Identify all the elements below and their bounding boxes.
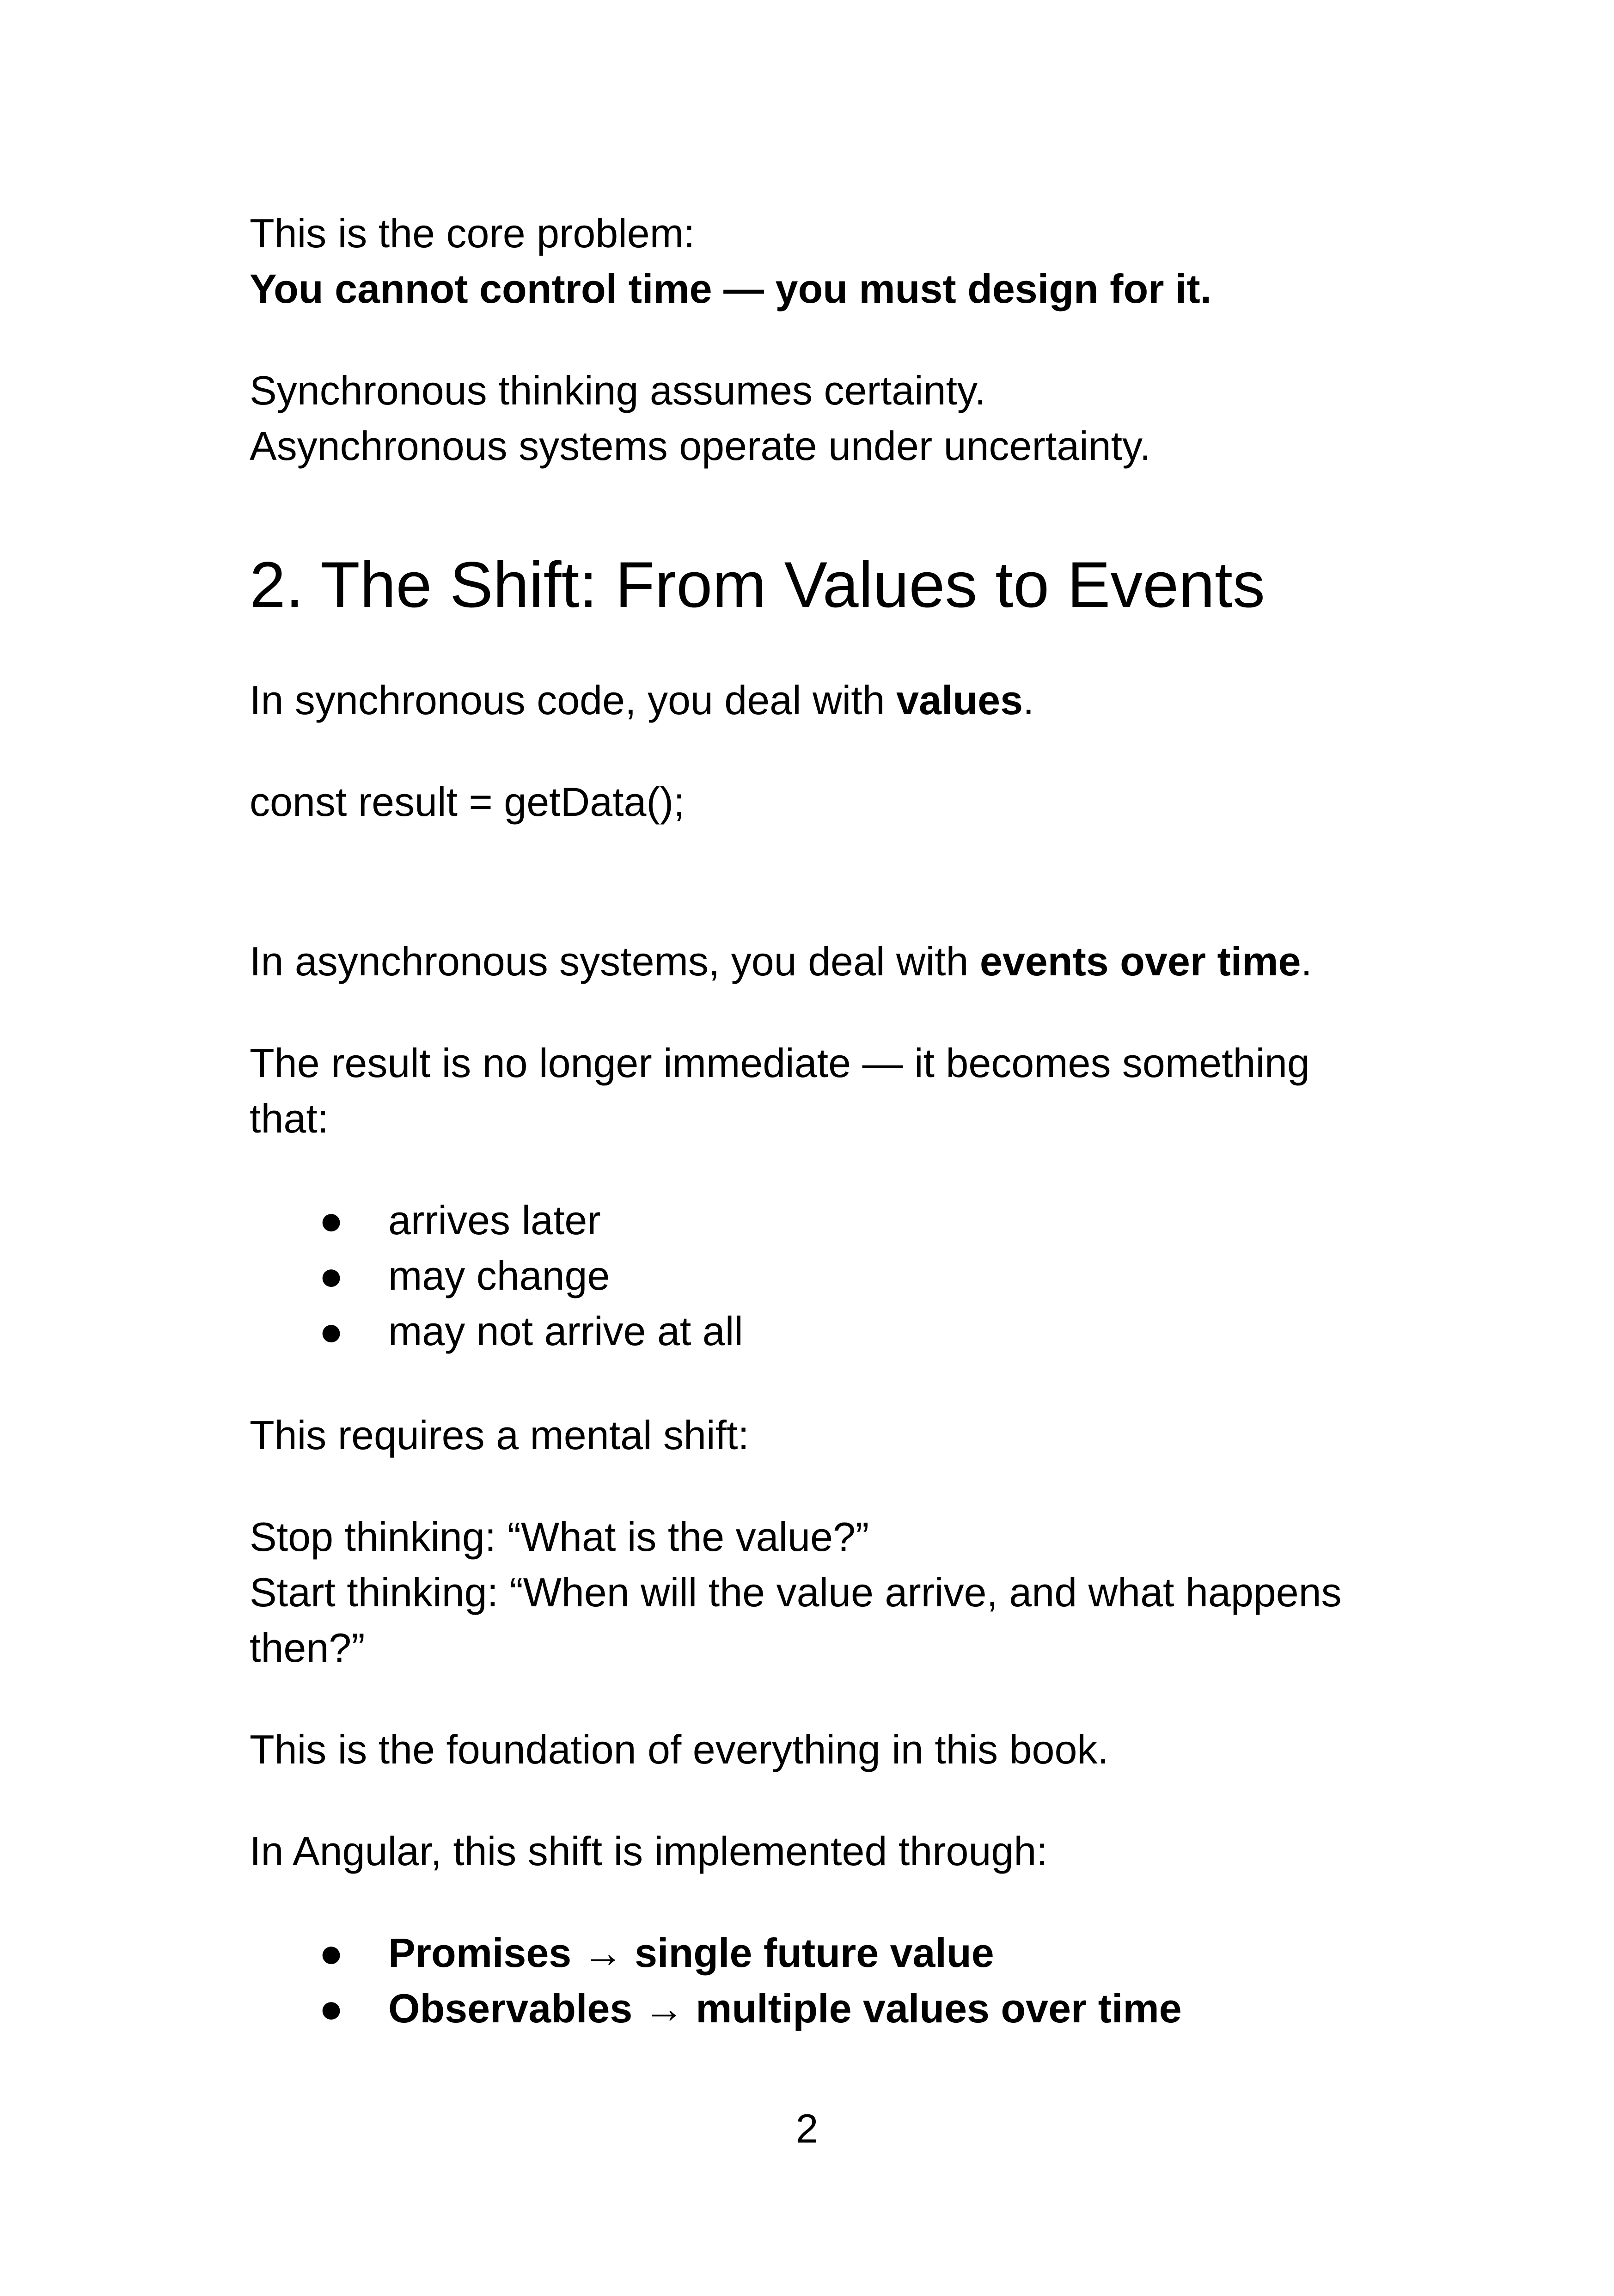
start-thinking-line-end: then?” [250, 1625, 365, 1671]
page-number: 2 [795, 2106, 819, 2151]
list-item-text: Observables → multiple values over time [388, 1985, 1182, 2031]
sync-thinking-line: Synchronous thinking assumes certainty. [250, 367, 986, 413]
list-item-text: Promises → single future value [388, 1930, 994, 1976]
list-item-text: may change [388, 1253, 610, 1298]
list-item-text: arrives later [388, 1197, 601, 1243]
bullet-icon: ● [319, 1985, 344, 2031]
start-thinking-line: Start thinking: “When will the value arrive, and what happens [250, 1569, 1342, 1615]
values-paragraph [250, 673, 1034, 728]
angular-paragraph: In Angular, this shift is implemented through: [250, 1828, 1048, 1874]
result-line-1: The result is no longer immediate — it becomes something [250, 1040, 1310, 1086]
list-item-text: may not arrive at all [388, 1308, 743, 1354]
values-suffix: . [1023, 677, 1034, 723]
foundation-paragraph: This is the foundation of everything in this book. [250, 1727, 1109, 1772]
core-problem-statement: You cannot control time — you must design for it. [250, 266, 1212, 312]
bullet-icon: ● [319, 1308, 344, 1354]
events-prefix: In asynchronous systems, you deal with [250, 938, 980, 984]
bullet-icon: ● [319, 1930, 344, 1976]
events-emphasis: events over time [979, 938, 1301, 984]
result-line-2: that: [250, 1096, 329, 1141]
intro-line: This is the core problem: [250, 210, 695, 256]
values-emphasis: values [896, 677, 1023, 723]
values-prefix: In synchronous code, you deal with [250, 677, 897, 723]
shift-paragraph: This requires a mental shift: [250, 1412, 749, 1458]
bullet-icon: ● [319, 1197, 344, 1243]
code-line: const result = getData(); [250, 779, 685, 825]
stop-thinking-line: Stop thinking: “What is the value?” [250, 1514, 869, 1560]
events-paragraph [250, 934, 1312, 989]
async-systems-line: Asynchronous systems operate under uncertainty. [250, 423, 1151, 469]
section-heading: 2. The Shift: From Values to Events [250, 548, 1265, 621]
events-suffix: . [1301, 938, 1312, 984]
bullet-icon: ● [319, 1253, 344, 1298]
